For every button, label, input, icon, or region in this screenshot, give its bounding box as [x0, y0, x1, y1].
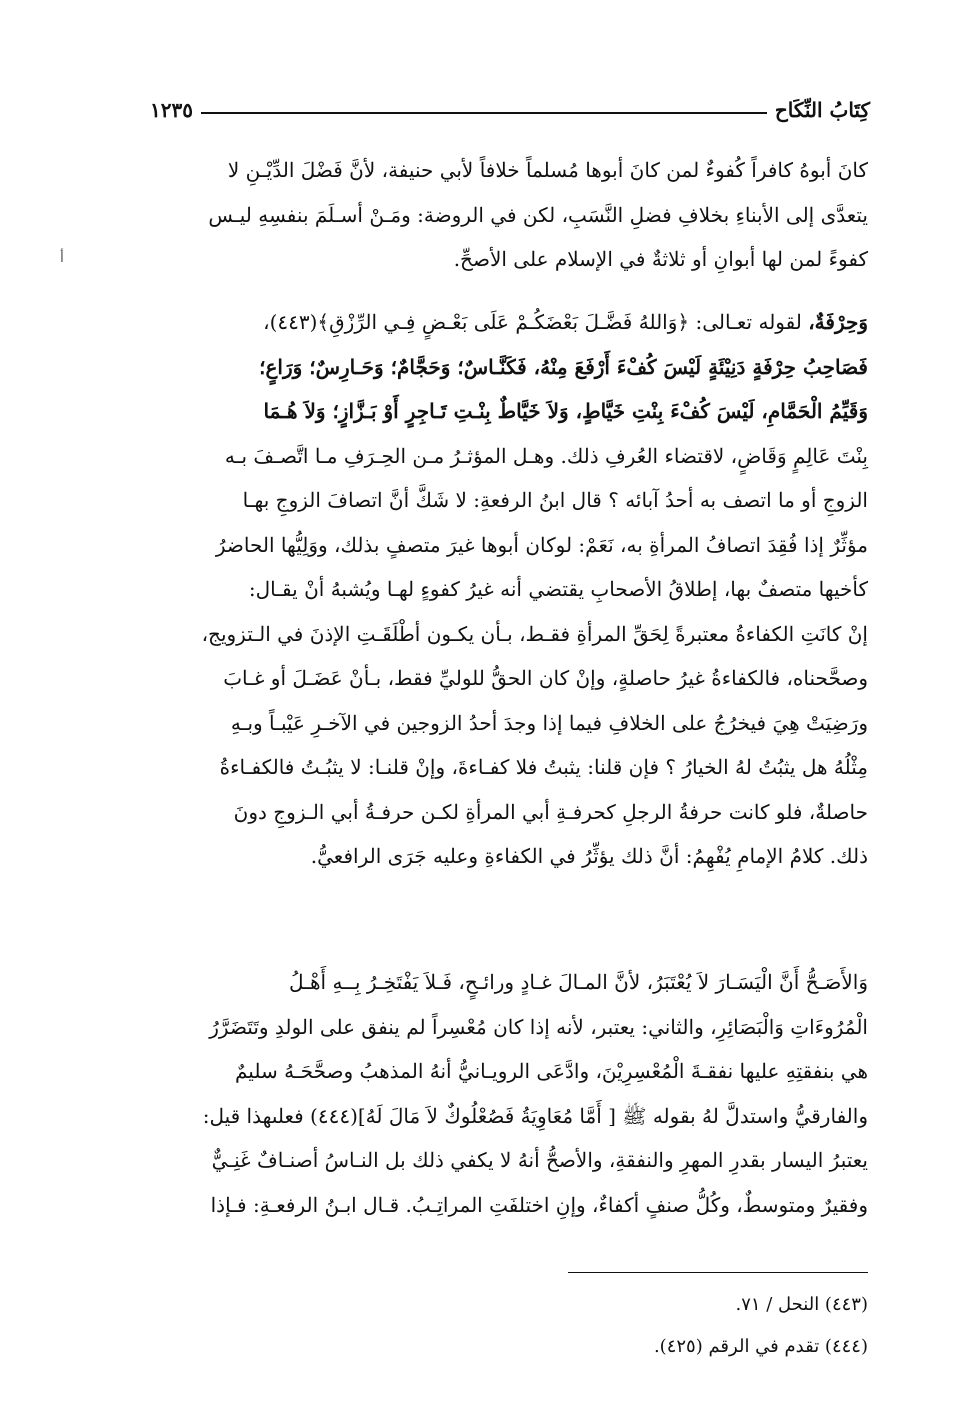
text-line: وفقيرٌ ومتوسطٌ، وكُلُّ صنفٍ أكفاءٌ، وإنِ اختلفَتِ المراتِـبُ. قـال ابـنُ الرفعـةِ: فـإذا [210, 1192, 868, 1217]
text-line: لقوله تعـالى: ﴿وَاللهُ فَضَّـلَ بَعْضَكُـمْ عَلَى بَعْـضٍ فِـي الرِّزْقِ﴾(٤٤٣)، [263, 310, 809, 334]
text-line: كأخيها متصفٌ بها، إطلاقُ الأصحابِ يقتضي أنه غيرُ كفوءٍ لهـا ويُشبهُ أنْ يقـال: [248, 577, 868, 601]
footnote-444: (٤٤٤) تقدم في الرقم (٤٢٥). [653, 1336, 868, 1357]
paragraph-kufu-father [158, 148, 868, 282]
text-line: مؤثِّرٌ إذا فُقِدَ اتصافُ المرأةِ به، نَعَمْ: لوكان أبوها غيرَ متصفٍ بذلك، ووَلِيُّها الحاضرُ [215, 532, 868, 557]
paragraph-hirfa [158, 300, 868, 879]
footnote-443: (٤٤٣) النحل / ٧١. [735, 1294, 868, 1315]
text-line: يعتبرُ اليسار بقدرِ المهرِ والنفقةِ، والأصحُّ أنهُ لا يكفي ذلك بل النـاسُ أصنـافٌ غَنِـيٌّ [211, 1148, 868, 1172]
text-line: وصحَّحناه، فالكفاءةُ غيرُ حاصلةٍ، وإنْ كان الحقُّ للوليِّ فقط، بـأنْ عَضَـلَ أو غـابَ [223, 666, 868, 690]
text-line: ورَضِيَتْ هِيَ فيخرُجُ على الخلافِ فيما إذا وجدَ أحدُ الزوجين في الآخـرِ عَيْبـاً وبـهِ [230, 710, 868, 735]
text-line: يتعدَّى إلى الأبناءِ بخلافِ فضلِ النَّسَبِ، لكن في الروضة: ومَـنْ أسـلَمَ بنفسِهِ ليـس [208, 202, 868, 227]
margin-mark: أ [60, 250, 64, 266]
paragraph-yasar [158, 960, 868, 1227]
header-rule [201, 112, 767, 114]
page-number: ١٢٣٥ [150, 98, 193, 122]
text-line: وَالأَصَـحُّ أَنَّ الْيَسَـارَ لاَ يُعْتَبَرُ، لأنَّ المـالَ غـادٍ ورائـحٍ، فَـلاَ يَفْتَخِـرُ بِــهِ أَهْـلُ [289, 970, 868, 994]
text-line: الْمُرُوءَاتِ وَالْبَصَائِرِ، والثاني: يعتبر، لأنه إذا كان مُعْسِراً لم ينفق على الولدِ وتَتَضَرَّرُ [209, 1014, 868, 1039]
text-line: بِنْتَ عَالِمٍ وَقَاضٍ، لاقتضاء العُرفِ ذلك. وهـل المؤثـرُ مـن الحِـرَفِ مـا اتَّصـفَ بـه [224, 443, 868, 468]
text-line: كانَ أبوهُ كافراً كُفوءٌ لمن كانَ أبوها مُسلماً خلافاً لأبي حنيفة، لأنَّ فَضْلَ الدِّيْـنِ لا [227, 158, 868, 182]
text-line: والفارقيُّ واستدلَّ لهُ بقوله ﷺ [ أَمَّا مُعَاوِيَةُ فَصُعْلُوكٌ لاَ مَالَ لَهُ](٤٤٤) فعلىهذا قيل: [202, 1103, 868, 1128]
text-line: الزوجِ أو ما اتصف به أحدُ آبائه ؟ قال ابنُ الرفعةِ: لا شَكَّ أنَّ اتصافَ الزوجِ بهـا [242, 488, 868, 512]
text-line: كفوءً لمن لها أبوانِ أو ثلاثةٌ في الإسلام على الأصحِّ. [453, 247, 868, 271]
text-line: إنْ كانَتِ الكفاءةُ معتبرةً لِحَقِّ المرأةِ فقـط، بـأن يكـون أطْلَقَـتِ الإذنَ في الـتزويج، [201, 621, 868, 646]
text-line: هي بنفقتِهِ عليها نفقـةَ الْمُعْسِرِيْنَ، وادَّعَى الرويـانيُّ أنهُ المذهبُ وصحَّحَـهُ سليمٌ [235, 1059, 868, 1083]
text-line: مِثْلُهُ هل يثبُتُ لهُ الخيارُ ؟ فإن قلنا: يثبتُ فلا كفـاءةَ، وإنْ قلنـا: لا يثبُـتُ فالكفـاءةُ [219, 755, 868, 779]
text-line: فَصَاحِبُ حِرْفَةٍ دَنِيْئَةٍ لَيْسَ كُفْءَ أَرْفَعَ مِنْهُ، فَكَنَّـاسٌ؛ وَحَجَّامٌ؛ وَحَـارِسٌ؛ وَرَاعٍ؛ [259, 354, 868, 379]
text-line: وَقَيِّمُ الْحَمَّامِ، لَيْسَ كُفْءَ بِنْتِ خَيَّاطٍ، وَلاَ خَيَّاطٌ بِنْـتِ تَـاجِرٍ أَوْ بَـزَّازٍ؛ وَلاَ هُـمَا [263, 399, 868, 423]
footnote-separator [568, 1272, 868, 1273]
book-title: كِتَابُ النِّكَاح [774, 98, 870, 122]
text-line: ذلك. كلامُ الإمامِ يُفْهِمُ: أنَّ ذلك يؤثِّرُ في الكفاءةِ وعليه جَرَى الرافعيُّ. [310, 844, 868, 868]
text-line: حاصلةٌ، فلو كانت حرفةُ الرجلِ كحرفـةِ أبي المرأةِ لكـن حرفـةُ أبي الـزوجِ دونَ [233, 799, 868, 824]
running-header [150, 78, 870, 122]
section-lead: وَحِرْفَةٌ، [808, 310, 868, 334]
